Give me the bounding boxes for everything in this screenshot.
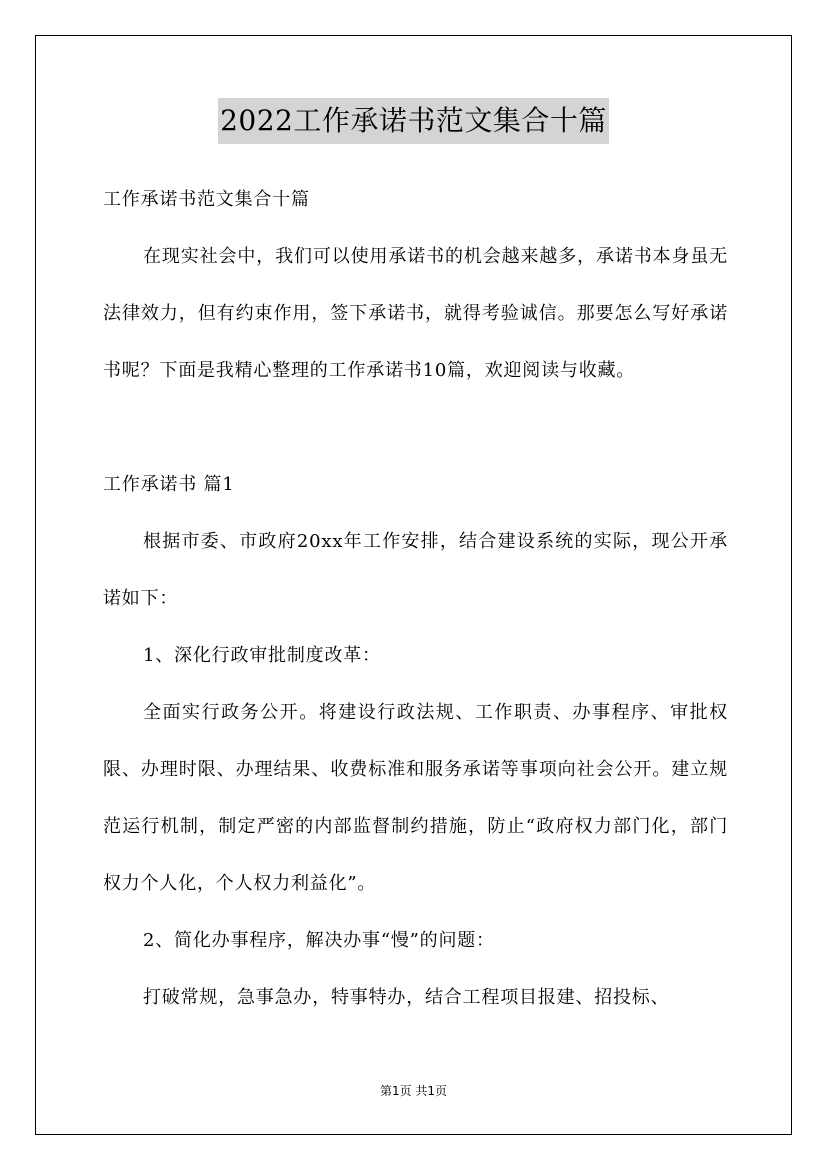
document-subtitle: 工作承诺书范文集合十篇 — [103, 189, 310, 210]
body-paragraph: 1、深化行政审批制度改革： — [143, 645, 381, 666]
section-heading: 工作承诺书 篇1 — [103, 474, 235, 495]
intro-paragraph: 在现实社会中，我们可以使用承诺书的机会越来越多，承诺书本身虽无法律效力，但有约束作用，签下承诺书，就得考验诚信。那要怎么写好承诺书呢？下面是我精心整理的工作承诺书10篇，欢迎阅读与收藏。 — [103, 246, 728, 381]
document-body — [103, 171, 728, 1026]
page-footer: 第1页 共1页 — [379, 1084, 448, 1098]
body-paragraph: 根据市委、市政府20xx年工作安排，结合建设系统的实际，现公开承诺如下： — [103, 531, 728, 609]
document-title: 2022工作承诺书范文集合十篇 — [218, 98, 609, 144]
title-wrap — [0, 98, 827, 144]
body-paragraph: 全面实行政务公开。将建设行政法规、工作职责、办事程序、审批权限、办理时限、办理结果、收费标准和服务承诺等事项向社会公开。建立规范运行机制，制定严密的内部监督制约措施，防止“政府权力部门化，部门权力个人化，个人权力利益化”。 — [103, 702, 728, 894]
body-paragraph: 打破常规，急事急办，特事特办，结合工程项目报建、招投标、 — [143, 987, 670, 1008]
section-spacer — [103, 399, 728, 456]
body-paragraph: 2、简化办事程序，解决办事“慢”的问题： — [143, 930, 495, 951]
